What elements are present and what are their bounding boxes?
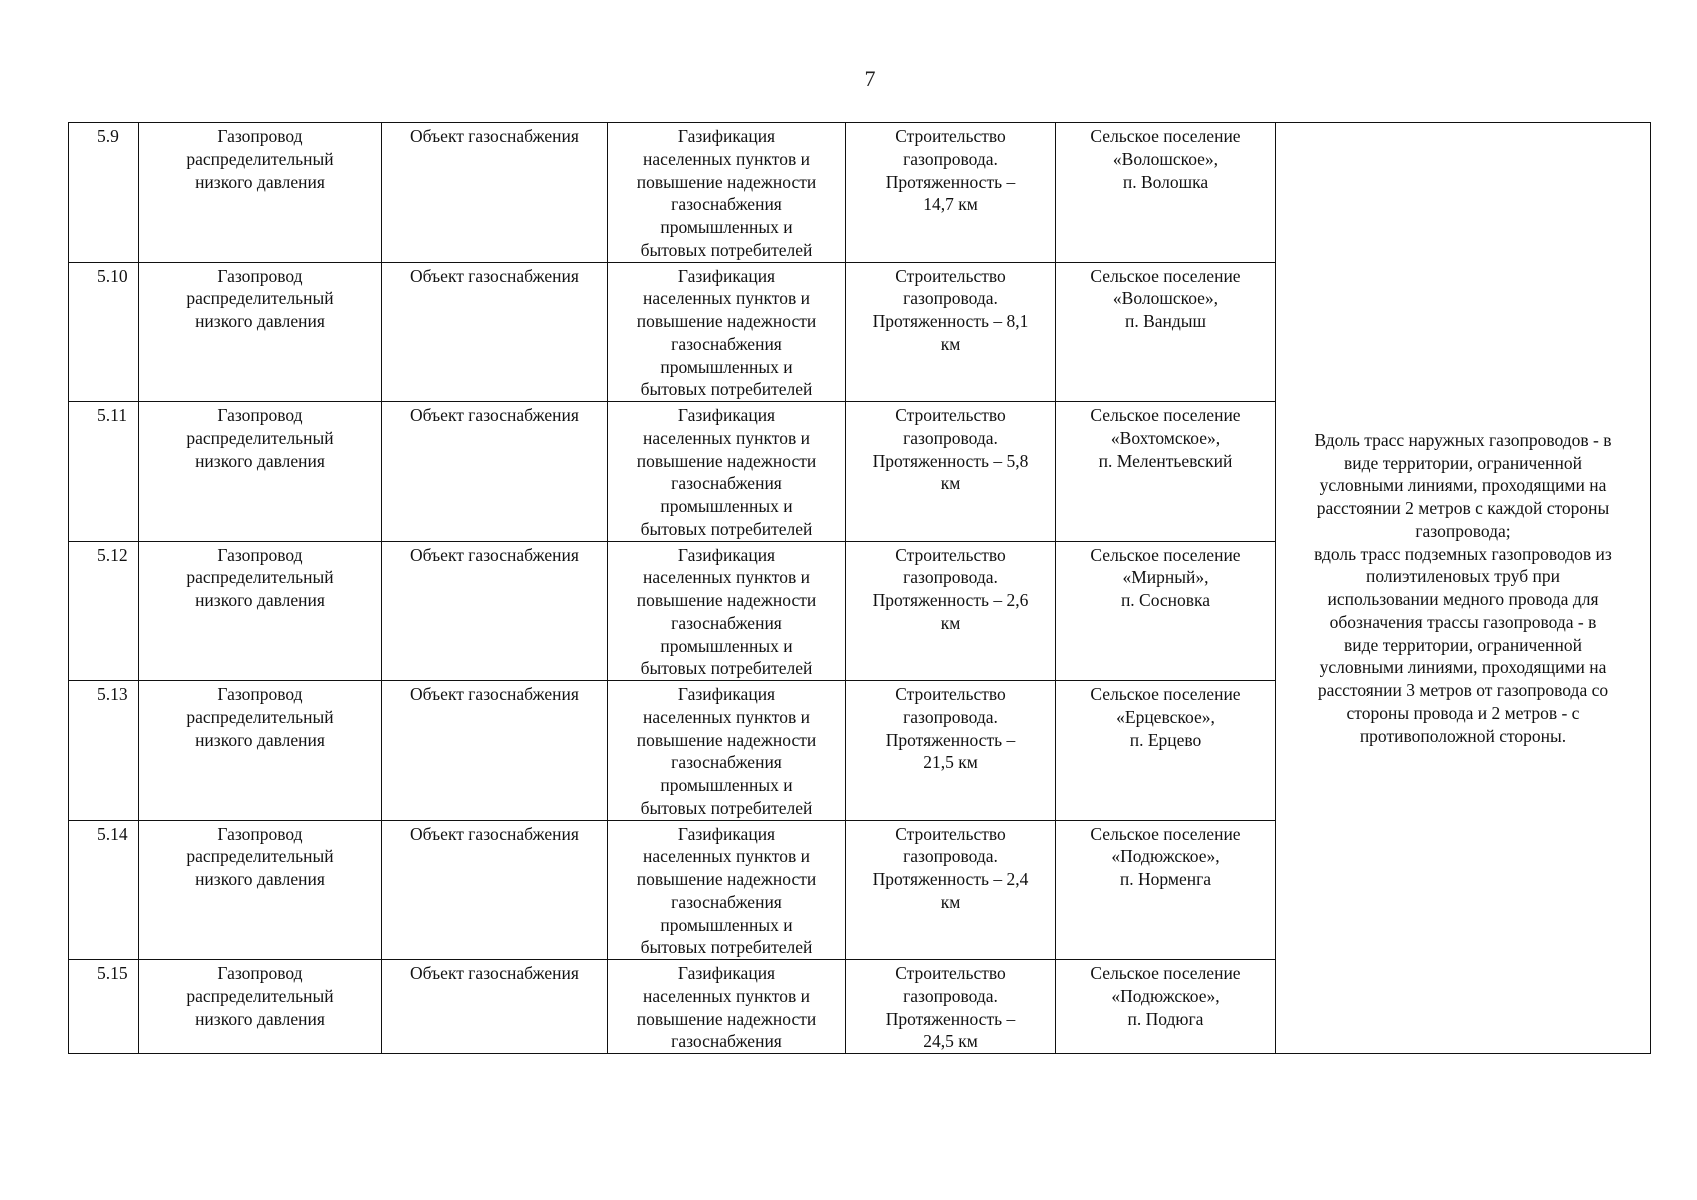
purpose-cell-line: промышленных и — [660, 217, 793, 237]
purpose-cell-line: повышение надежности — [636, 450, 817, 471]
object-type-cell: Объект газоснабжения — [382, 402, 608, 542]
location-cell-line: п. Норменга — [1119, 869, 1212, 889]
characteristics-cell-line: Строительство — [895, 823, 1006, 844]
location-cell-line: п. Ерцево — [1129, 729, 1202, 750]
purpose-cell-line: газоснабжения — [671, 1031, 782, 1052]
object-type-cell: Объект газоснабжения — [382, 262, 608, 402]
object-name-cell-line: низкого давления — [195, 1008, 325, 1029]
protection-zone-line: обозначения трассы газопровода - в — [1329, 611, 1597, 632]
purpose-cell — [608, 123, 846, 263]
purpose-cell-line: бытовых потребителей — [640, 937, 813, 958]
object-type-cell: Объект газоснабжения — [382, 541, 608, 681]
protection-zone-line: условными линиями, проходящими на — [1319, 657, 1607, 678]
location-cell — [1056, 820, 1276, 960]
characteristics-cell — [846, 681, 1056, 821]
row-number: 5.9 — [69, 123, 139, 263]
purpose-cell-line: газоснабжения — [671, 194, 782, 215]
characteristics-cell-line: км — [940, 473, 961, 494]
characteristics-cell-line: 21,5 км — [923, 752, 978, 773]
row-number: 5.11 — [69, 402, 139, 542]
location-cell-line: Сельское поселение — [1090, 963, 1241, 983]
location-cell-line: «Мирный», — [1122, 567, 1209, 588]
characteristics-cell — [846, 541, 1056, 681]
characteristics-cell — [846, 960, 1056, 1054]
purpose-cell-line: газоснабжения — [671, 333, 782, 354]
protection-zone-line: виде территории, ограниченной — [1344, 452, 1582, 473]
location-cell-line: Сельское поселение — [1090, 126, 1241, 146]
protection-zone-line: использовании медного провода для — [1327, 589, 1599, 609]
characteristics-cell-line: Строительство — [895, 684, 1006, 704]
location-cell-line: «Подюжское», — [1111, 985, 1220, 1006]
characteristics-cell — [846, 820, 1056, 960]
purpose-cell-line: населенных пунктов и — [643, 427, 810, 448]
purpose-cell — [608, 402, 846, 542]
characteristics-cell — [846, 262, 1056, 402]
characteristics-cell — [846, 123, 1056, 263]
purpose-cell-line: населенных пунктов и — [643, 706, 810, 727]
object-name-cell-line: низкого давления — [195, 869, 325, 889]
object-name-cell-line: распределительный — [186, 567, 334, 588]
row-number: 5.15 — [69, 960, 139, 1054]
protection-zone-line: расстоянии 3 метров от газопровода со — [1317, 680, 1609, 700]
purpose-cell-line: населенных пунктов и — [643, 846, 810, 867]
purpose-cell-line: бытовых потребителей — [640, 239, 813, 260]
location-cell-line: Сельское поселение — [1090, 405, 1241, 425]
protection-zone-line: Вдоль трасс наружных газопроводов - в — [1314, 429, 1612, 450]
location-cell-line: п. Вандыш — [1124, 311, 1207, 331]
protection-zone-line: условными линиями, проходящими на — [1319, 475, 1607, 496]
purpose-cell-line: Газификация — [677, 823, 776, 844]
protection-zone-line: газопровода; — [1415, 520, 1511, 541]
protection-zone-line: противоположной стороны. — [1359, 725, 1567, 746]
characteristics-cell-line: Протяженность – 2,6 — [872, 590, 1029, 610]
gas-pipeline-table — [68, 122, 1651, 1054]
purpose-cell-line: газоснабжения — [671, 612, 782, 633]
characteristics-cell-line: км — [940, 333, 961, 354]
purpose-cell — [608, 541, 846, 681]
location-cell — [1056, 681, 1276, 821]
location-cell-line: п. Сосновка — [1120, 590, 1211, 610]
purpose-cell-line: газоснабжения — [671, 752, 782, 773]
location-cell-line: п. Волошка — [1122, 171, 1209, 192]
characteristics-cell-line: газопровода. — [903, 985, 998, 1006]
characteristics-cell-line: Протяженность – — [885, 171, 1016, 192]
characteristics-cell — [846, 402, 1056, 542]
purpose-cell-line: населенных пунктов и — [643, 567, 810, 588]
object-name-cell-line: Газопровод — [217, 265, 303, 286]
purpose-cell-line: промышленных и — [660, 914, 793, 935]
purpose-cell — [608, 820, 846, 960]
protection-zone-line: виде территории, ограниченной — [1344, 634, 1582, 655]
protection-zone-line: расстоянии 2 метров с каждой стороны — [1316, 498, 1610, 518]
object-name-cell-line: Газопровод — [217, 544, 303, 565]
object-name-cell-line: распределительный — [186, 427, 334, 448]
characteristics-cell-line: км — [940, 612, 961, 633]
purpose-cell-line: Газификация — [677, 963, 776, 983]
protection-zone-line: стороны провода и 2 метров - с — [1346, 702, 1580, 723]
location-cell-line: п. Мелентьевский — [1098, 450, 1233, 471]
object-name-cell-line: Газопровод — [217, 823, 303, 844]
location-cell-line: Сельское поселение — [1090, 544, 1241, 565]
location-cell-line: Сельское поселение — [1090, 823, 1241, 844]
object-name-cell — [139, 402, 382, 542]
object-name-cell — [139, 820, 382, 960]
location-cell-line: «Волошское», — [1112, 148, 1219, 169]
object-name-cell-line: низкого давления — [195, 729, 325, 750]
characteristics-cell-line: Протяженность – — [885, 1008, 1016, 1029]
characteristics-cell-line: Строительство — [895, 405, 1006, 425]
characteristics-cell-line: км — [940, 891, 961, 912]
characteristics-cell-line: Строительство — [895, 544, 1006, 565]
object-name-cell-line: Газопровод — [217, 684, 303, 704]
object-name-cell — [139, 960, 382, 1054]
object-name-cell-line: распределительный — [186, 148, 334, 169]
characteristics-cell-line: газопровода. — [903, 567, 998, 588]
purpose-cell-line: бытовых потребителей — [640, 379, 813, 400]
protection-zone-line: вдоль трасс подземных газопроводов из — [1314, 543, 1612, 564]
purpose-cell-line: Газификация — [677, 126, 776, 146]
object-type-cell: Объект газоснабжения — [382, 681, 608, 821]
row-number: 5.10 — [69, 262, 139, 402]
purpose-cell — [608, 681, 846, 821]
characteristics-cell-line: 14,7 км — [923, 194, 978, 215]
characteristics-cell-line: Протяженность – 2,4 — [872, 869, 1029, 889]
object-name-cell — [139, 681, 382, 821]
purpose-cell-line: Газификация — [677, 684, 776, 704]
protection-zone-cell — [1276, 123, 1651, 1054]
purpose-cell-line: Газификация — [677, 405, 776, 425]
purpose-cell-line: бытовых потребителей — [640, 658, 813, 679]
object-name-cell-line: низкого давления — [195, 450, 325, 471]
characteristics-cell-line: газопровода. — [903, 846, 998, 867]
characteristics-cell-line: 24,5 км — [923, 1031, 978, 1052]
purpose-cell-line: промышленных и — [660, 496, 793, 516]
purpose-cell-line: промышленных и — [660, 635, 793, 656]
characteristics-cell-line: газопровода. — [903, 427, 998, 448]
object-name-cell-line: низкого давления — [195, 311, 325, 331]
location-cell-line: «Подюжское», — [1111, 846, 1220, 867]
row-number: 5.14 — [69, 820, 139, 960]
location-cell — [1056, 960, 1276, 1054]
object-name-cell-line: низкого давления — [195, 171, 325, 192]
purpose-cell-line: населенных пунктов и — [643, 985, 810, 1006]
location-cell — [1056, 123, 1276, 263]
location-cell — [1056, 541, 1276, 681]
purpose-cell-line: газоснабжения — [671, 891, 782, 912]
purpose-cell-line: повышение надежности — [636, 869, 817, 889]
location-cell — [1056, 262, 1276, 402]
purpose-cell-line: Газификация — [677, 265, 776, 286]
characteristics-cell-line: Протяженность – 8,1 — [872, 311, 1029, 331]
characteristics-cell-line: Строительство — [895, 963, 1006, 983]
object-name-cell-line: распределительный — [186, 985, 334, 1006]
object-name-cell-line: распределительный — [186, 288, 334, 309]
row-number: 5.13 — [69, 681, 139, 821]
object-name-cell-line: Газопровод — [217, 126, 303, 146]
characteristics-cell-line: Строительство — [895, 126, 1006, 146]
object-name-cell-line: Газопровод — [217, 963, 303, 983]
purpose-cell-line: промышленных и — [660, 356, 793, 377]
object-name-cell — [139, 123, 382, 263]
table-row — [69, 123, 1651, 263]
purpose-cell — [608, 262, 846, 402]
location-cell-line: Сельское поселение — [1090, 684, 1241, 704]
purpose-cell-line: повышение надежности — [636, 311, 817, 331]
purpose-cell-line: повышение надежности — [636, 729, 817, 750]
object-type-cell: Объект газоснабжения — [382, 960, 608, 1054]
characteristics-cell-line: газопровода. — [903, 706, 998, 727]
location-cell-line: «Ерцевское», — [1116, 706, 1215, 727]
purpose-cell-line: повышение надежности — [636, 171, 817, 192]
location-cell — [1056, 402, 1276, 542]
characteristics-cell-line: газопровода. — [903, 288, 998, 309]
characteristics-cell-line: газопровода. — [903, 148, 998, 169]
purpose-cell — [608, 960, 846, 1054]
object-type-cell: Объект газоснабжения — [382, 123, 608, 263]
purpose-cell-line: населенных пунктов и — [643, 288, 810, 309]
object-name-cell-line: распределительный — [186, 846, 334, 867]
characteristics-cell-line: Протяженность – — [885, 729, 1016, 750]
purpose-cell-line: повышение надежности — [636, 1008, 817, 1029]
row-number: 5.12 — [69, 541, 139, 681]
location-cell-line: Сельское поселение — [1090, 265, 1241, 286]
purpose-cell-line: промышленных и — [660, 775, 793, 795]
purpose-cell-line: бытовых потребителей — [640, 518, 813, 539]
object-name-cell-line: низкого давления — [195, 590, 325, 610]
purpose-cell-line: населенных пунктов и — [643, 148, 810, 169]
characteristics-cell-line: Строительство — [895, 265, 1006, 286]
characteristics-cell-line: Протяженность – 5,8 — [872, 450, 1029, 471]
object-name-cell-line: Газопровод — [217, 405, 303, 425]
location-cell-line: «Волошское», — [1112, 288, 1219, 309]
location-cell-line: п. Подюга — [1127, 1008, 1204, 1029]
object-type-cell: Объект газоснабжения — [382, 820, 608, 960]
object-name-cell — [139, 262, 382, 402]
protection-zone-line: полиэтиленовых труб при — [1366, 566, 1560, 587]
purpose-cell-line: газоснабжения — [671, 473, 782, 494]
page-number: 7 — [864, 66, 876, 91]
purpose-cell-line: бытовых потребителей — [640, 797, 813, 818]
object-name-cell — [139, 541, 382, 681]
location-cell-line: «Вохтомское», — [1110, 427, 1221, 448]
object-name-cell-line: распределительный — [186, 706, 334, 727]
purpose-cell-line: Газификация — [677, 544, 776, 565]
purpose-cell-line: повышение надежности — [636, 590, 817, 610]
